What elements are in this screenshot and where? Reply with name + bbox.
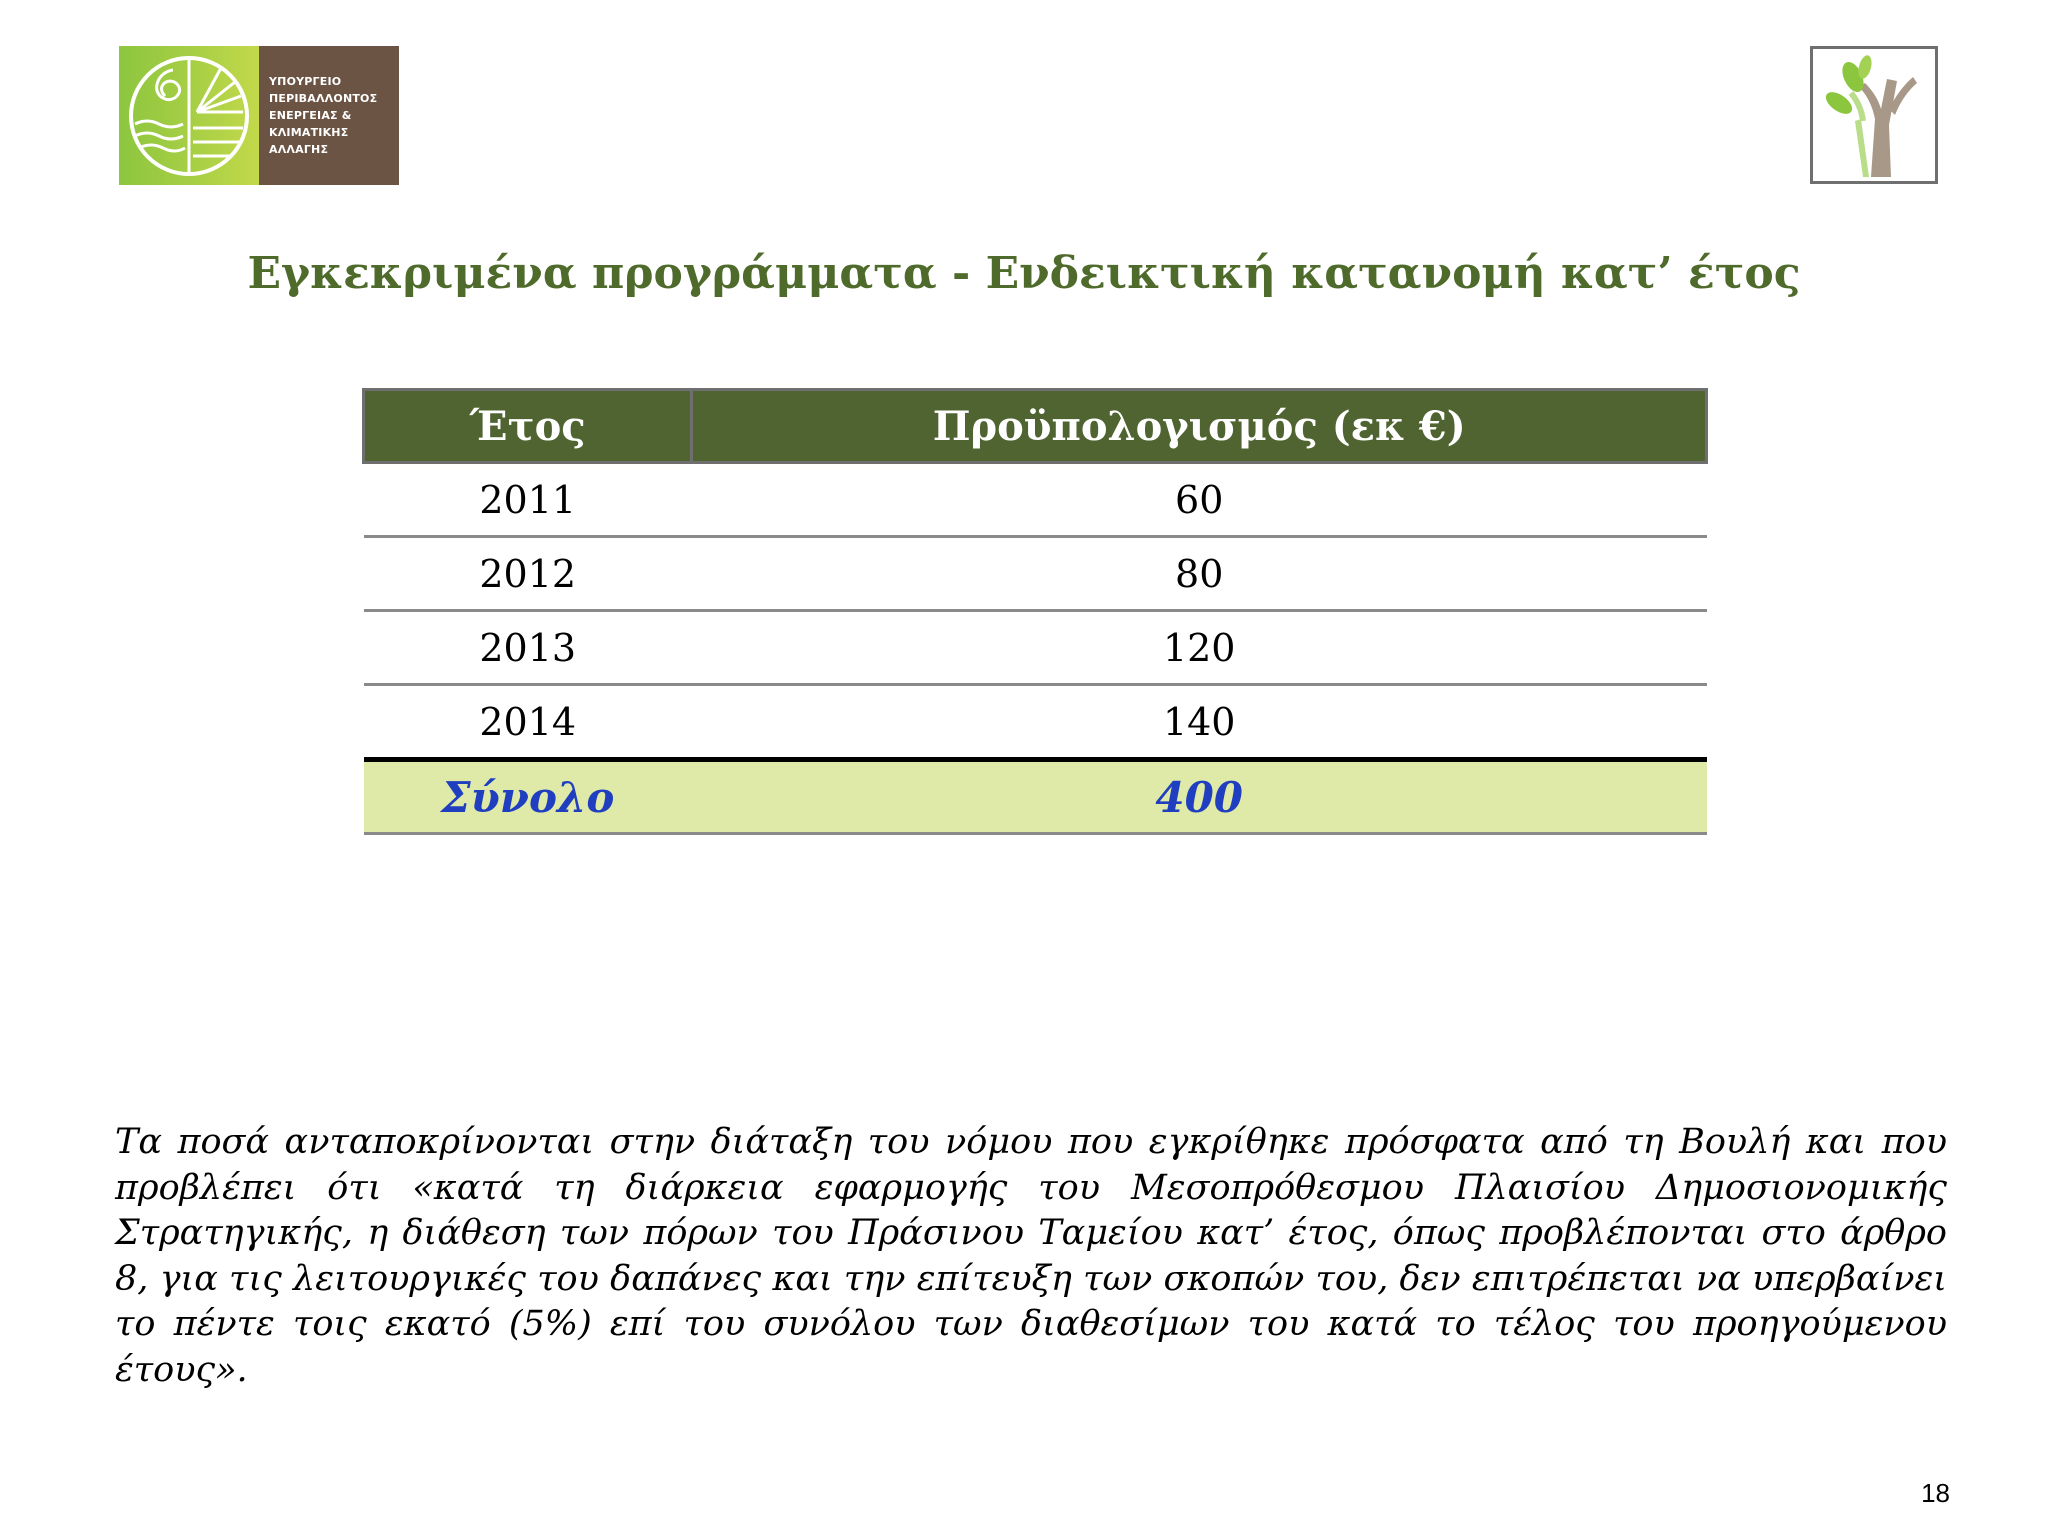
ministry-line: ΠΕΡΙΒΑΛΛΟΝΤΟΣ (269, 92, 378, 105)
header-year: Έτος (364, 390, 692, 463)
cell-budget: 80 (692, 537, 1707, 611)
cell-budget: 120 (692, 611, 1707, 685)
table-header-row (364, 390, 1707, 463)
header-budget: Προϋπολογισμός (εκ €) (692, 390, 1707, 463)
table-row (364, 685, 1707, 760)
cell-year: 2012 (364, 537, 692, 611)
cell-budget: 140 (692, 685, 1707, 760)
ministry-emblem-icon (119, 46, 259, 185)
cell-year: 2013 (364, 611, 692, 685)
ministry-line: ΥΠΟΥΡΓΕΙΟ (269, 75, 342, 88)
ministry-line: ΕΝΕΡΓΕΙΑΣ & (269, 109, 352, 122)
note-paragraph: Τα ποσά ανταποκρίνονται στην διάταξη του νόμου που εγκρίθηκε πρόσφατα από τη Βουλή και που προβλέπει ότι «κατά τη διάρκεια εφαρμογής του Μεσοπρόθεσμου Πλαισίου Δημοσιονομικής Στρατηγικής, η διάθεση των πόρων του Πράσινου Ταμείου κατ’ έτος, όπως προβλέπονται στο άρθρο 8, για τις λειτουργικές του δαπάνες και την επίτευξη των σκοπών του, δεν επιτρέπεται να υπερβαίνει το πέντε τοις εκατό (5%) επί του συνόλου των διαθεσίμων του κατά το τέλος του προηγούμενου έτους». (115, 1122, 1947, 1390)
cell-year: 2011 (364, 463, 692, 537)
table-row (364, 611, 1707, 685)
ministry-name (259, 46, 399, 185)
ministry-logo (119, 46, 399, 185)
table-row (364, 463, 1707, 537)
page-number: 18 (1921, 1478, 1950, 1508)
total-value: 400 (692, 760, 1707, 834)
cell-year: 2014 (364, 685, 692, 760)
budget-table (362, 388, 1708, 835)
table-row (364, 537, 1707, 611)
cell-budget: 60 (692, 463, 1707, 537)
ministry-line: ΑΛΛΑΓΗΣ (269, 143, 329, 156)
ministry-line: ΚΛΙΜΑΤΙΚΗΣ (269, 126, 349, 139)
total-label: Σύνολο (364, 760, 692, 834)
page-title: Εγκεκριμένα προγράμματα - Ενδεικτική κατανομή κατ’ έτος (247, 248, 1801, 299)
tree-logo-icon (1810, 46, 1938, 184)
table-total-row (364, 760, 1707, 834)
